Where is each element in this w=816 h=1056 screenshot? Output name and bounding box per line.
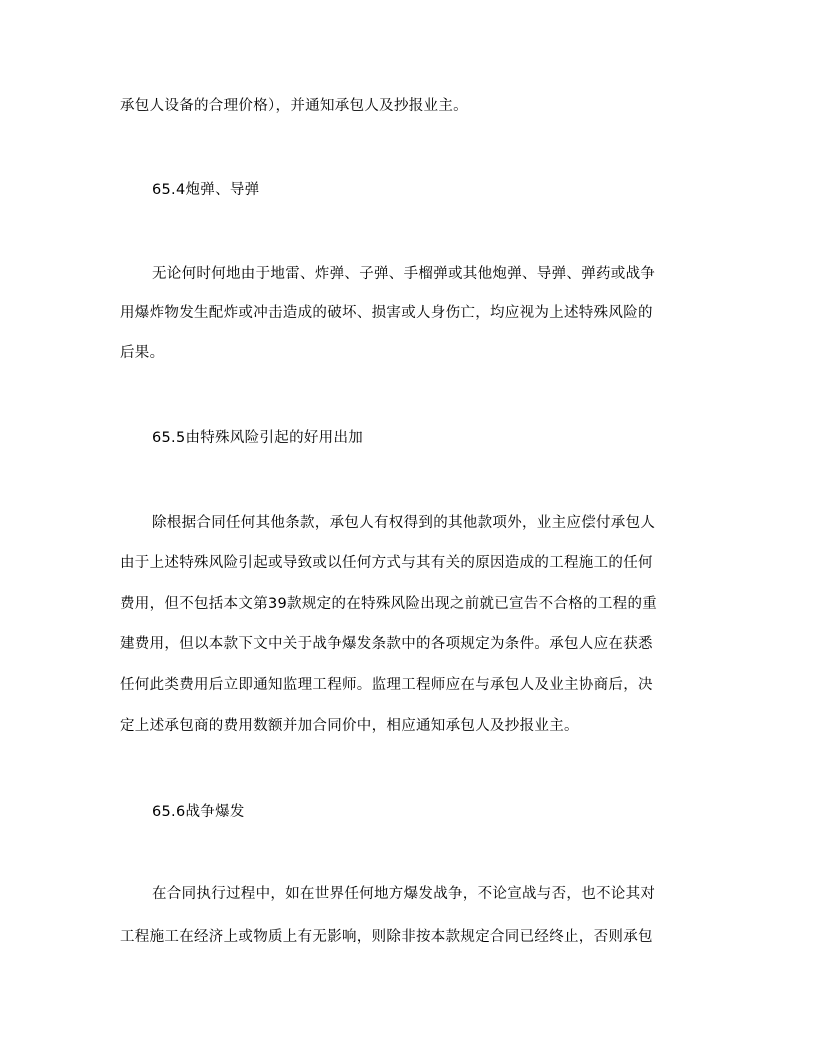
section-65-4-line-3: 后果。	[120, 345, 165, 361]
section-65-4-line-1: 无论何时何地由于地雷、炸弹、子弹、手榴弹或其他炮弹、导弹、弹药或战争	[152, 266, 656, 282]
section-65-4-line-2: 用爆炸物发生配炸或冲击造成的破坏、损害或人身伤亡，均应视为上述特殊风险的	[120, 305, 653, 321]
section-65-5-line-4: 建费用，但以本款下文中关于战争爆发条款中的各项规定为条件。承包人应在获悉	[120, 636, 653, 652]
section-65-6-line-2: 工程施工在经济上或物质上有无影响，则除非按本款规定合同已经终止，否则承包	[120, 929, 653, 945]
paragraph-intro-line-1: 承包人设备的合理价格），并通知承包人及抄报业主。	[120, 98, 468, 114]
section-65-5-line-1: 除根据合同任何其他条款，承包人有权得到的其他款项外，业主应偿付承包人	[152, 515, 656, 531]
section-65-5-heading: 65.5由特殊风险引起的好用出加	[152, 430, 364, 446]
section-65-5-line-2: 由于上述特殊风险引起或导致或以任何方式与其有关的原因造成的工程施工的任何	[120, 555, 653, 571]
section-65-6-heading: 65.6战争爆发	[152, 804, 245, 820]
section-65-5-line-6: 定上述承包商的费用数额并加合同价中，相应通知承包人及抄报业主。	[120, 718, 579, 734]
section-65-6-line-1: 在合同执行过程中，如在世界任何地方爆发战争，不论宣战与否，也不论其对	[152, 886, 656, 902]
section-65-4-heading: 65.4炮弹、导弹	[152, 182, 260, 198]
section-65-5-line-3: 费用，但不包括本文第39款规定的在特殊风险出现之前就已宣告不合格的工程的重	[120, 596, 658, 612]
section-65-5-line-5: 任何此类费用后立即通知监理工程师。监理工程师应在与承包人及业主协商后，决	[120, 677, 653, 693]
